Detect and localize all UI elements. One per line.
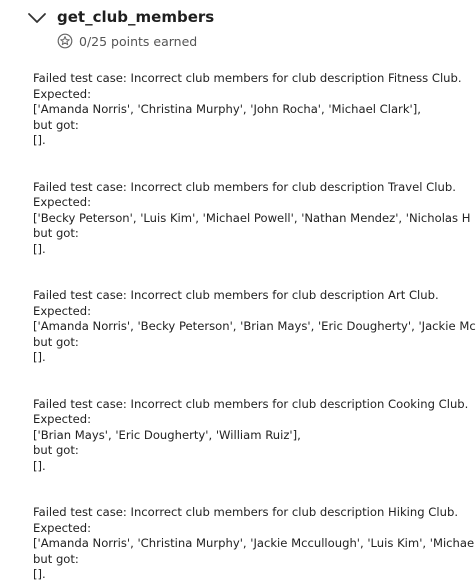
expected-value: ['Amanda Norris', 'Christina Murphy', 'Jackie Mccullough', 'Luis Kim', 'Michae bbox=[33, 536, 475, 550]
chevron-down-icon[interactable] bbox=[26, 10, 48, 26]
got-value: []. bbox=[33, 350, 46, 364]
failed-test-case bbox=[33, 71, 462, 149]
expected-label: Expected: bbox=[33, 195, 91, 209]
test-header bbox=[26, 6, 464, 62]
expected-label: Expected: bbox=[33, 412, 91, 426]
expected-value: ['Becky Peterson', 'Luis Kim', 'Michael Powell', 'Nathan Mendez', 'Nicholas H bbox=[33, 210, 471, 225]
got-label: but got: bbox=[33, 117, 79, 132]
got-value: []. bbox=[33, 241, 46, 256]
got-value: []. bbox=[33, 458, 46, 473]
got-label: but got: bbox=[33, 443, 79, 457]
expected-value: ['Amanda Norris', 'Christina Murphy', 'John Rocha', 'Michael Clark'], bbox=[33, 102, 421, 116]
failed-test-case bbox=[33, 505, 475, 583]
got-value: []. bbox=[33, 567, 46, 581]
expected-label: Expected: bbox=[33, 520, 91, 535]
got-label: but got: bbox=[33, 334, 79, 349]
star-badge-icon bbox=[57, 33, 73, 49]
failure-message: Failed test case: Incorrect club members for club description Art Club. bbox=[33, 288, 439, 302]
test-results bbox=[33, 71, 476, 581]
failure-message: Failed test case: Incorrect club members for club description Fitness Club. bbox=[33, 71, 462, 85]
got-value: []. bbox=[33, 133, 46, 147]
expected-label: Expected: bbox=[33, 86, 91, 101]
test-title: get_club_members bbox=[57, 8, 215, 26]
got-label: but got: bbox=[33, 226, 79, 240]
failed-test-case bbox=[33, 179, 471, 258]
points-summary bbox=[57, 32, 197, 50]
points-earned: 0/25 points earned bbox=[79, 33, 198, 49]
expected-value: ['Amanda Norris', 'Becky Peterson', 'Brian Mays', 'Eric Dougherty', 'Jackie Mc bbox=[33, 319, 476, 333]
expected-label: Expected: bbox=[33, 303, 91, 318]
failed-test-case bbox=[33, 288, 476, 366]
expected-value: ['Brian Mays', 'Eric Dougherty', 'William Ruiz'], bbox=[33, 427, 301, 442]
failure-message: Failed test case: Incorrect club members for club description Cooking Club. bbox=[33, 396, 469, 411]
failure-message: Failed test case: Incorrect club members for club description Hiking Club. bbox=[33, 505, 458, 519]
failure-message: Failed test case: Incorrect club members for club description Travel Club. bbox=[33, 179, 456, 194]
got-label: but got: bbox=[33, 551, 79, 566]
failed-test-case bbox=[33, 396, 469, 475]
